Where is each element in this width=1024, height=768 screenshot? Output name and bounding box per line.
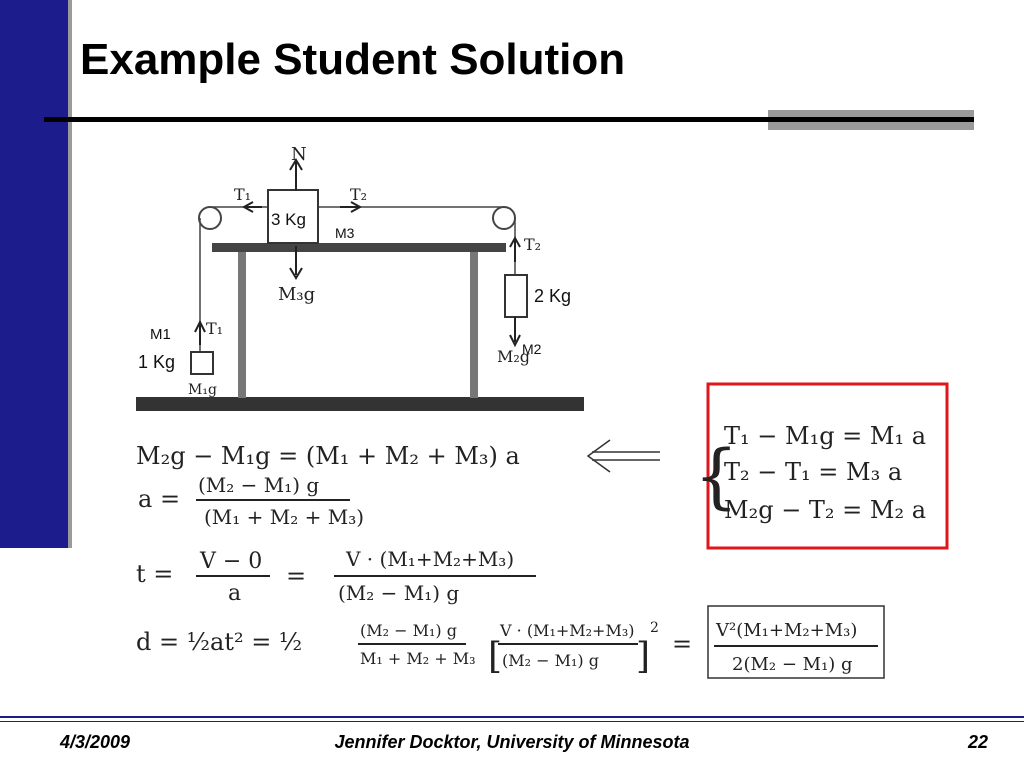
block-m2-mass: 2 Kg [534,286,572,306]
floor [136,397,584,411]
block-m1-mass: 1 Kg [138,352,176,372]
footer-page-number: 22 [967,732,988,752]
d-result-numerator: V²(M₁+M₂+M₃) [716,620,858,641]
derivation-line-1: M₂g − M₁g = (M₁ + M₂ + M₃) a [136,442,520,470]
d-bracket-denominator: (M₂ − M₁) g [502,651,599,670]
block-m1 [191,352,213,374]
t-equals: = [286,562,307,590]
footer-rule [0,716,1024,718]
weight-m2-label: M₂g [497,347,531,366]
equation-1: T₁ − M₁g = M₁ a [724,422,927,450]
block-m2 [505,275,527,317]
equation-2: T₂ − T₁ = M₃ a [724,458,903,486]
pulley-right [493,207,515,229]
tension-t1-top-label: T₁ [234,185,252,204]
t-denominator-1: a [228,581,242,606]
pulley-left [199,207,221,229]
d-bracket-numerator: V · (M₁+M₂+M₃) [500,621,635,640]
footer-author: Jennifer Docktor, University of Minnesota [334,732,690,752]
weight-m3-label: M₃g [278,284,316,305]
block-m2-label: M2 [522,341,542,357]
svg-text:[: [ [488,636,503,677]
d-fraction-denominator: M₁ + M₂ + M₃ [360,649,476,668]
table-top [212,243,506,252]
t-numerator-2: V · (M₁+M₂+M₃) [346,547,515,571]
d-equals: = [672,630,693,658]
t-denominator-2: (M₂ − M₁) g [338,581,460,605]
weight-m1-label: M₁g [188,382,217,398]
svg-text:{: { [694,435,739,517]
t-numerator-1: V − 0 [200,549,263,574]
table-leg-right [470,252,478,398]
block-m1-label: M1 [150,326,171,343]
slide-title: Example Student Solution [80,35,626,84]
left-arrow [588,440,660,472]
d-square: 2 [650,620,659,636]
pulley-diagram [136,144,584,411]
equations-box [694,384,947,548]
d-result-denominator: 2(M₂ − M₁) g [732,654,853,675]
footer-rule-thin [0,721,1024,722]
d-fraction-numerator: (M₂ − M₁) g [360,621,457,640]
a-lhs: a = [138,485,181,513]
a-denominator: (M₁ + M₂ + M₃) [204,505,365,529]
t-lhs: t = [136,560,174,588]
block-m3-mass: 3 Kg [271,210,306,229]
table-leg-left [238,252,246,398]
d-lhs: d = ½at² = ½ [136,628,303,656]
tension-t1-side-label: T₁ [206,319,224,338]
equation-3: M₂g − T₂ = M₂ a [724,496,927,524]
tension-t2-top-label: T₂ [350,185,368,204]
block-m3-label: M3 [335,225,355,241]
a-numerator: (M₂ − M₁) g [198,473,320,497]
tension-t2-side-label: T₂ [524,235,542,254]
normal-force-label: N [291,144,307,165]
svg-text:]: ] [636,636,651,677]
footer-date: 4/3/2009 [60,732,131,752]
